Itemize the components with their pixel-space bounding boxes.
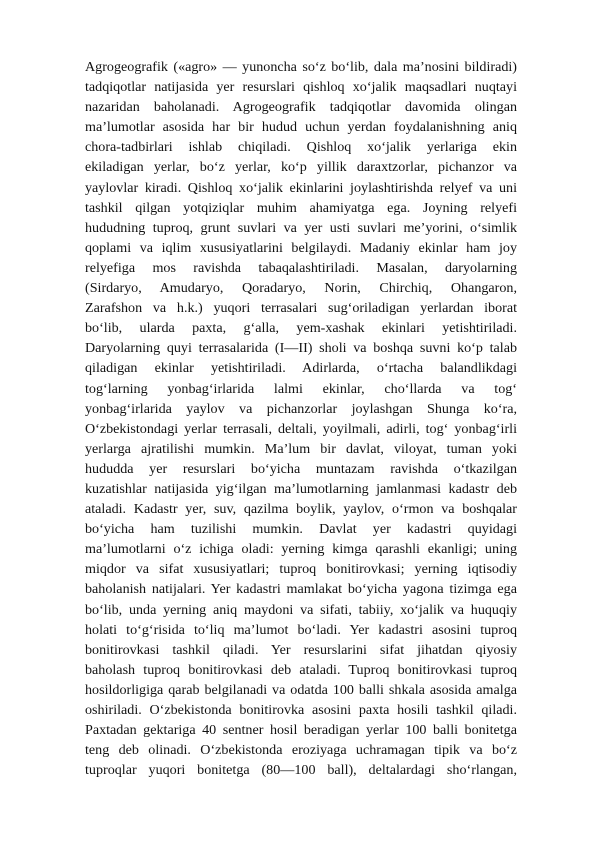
text-line: baholash tuproq bonitirovkasi deb ataladi. Tuproq bonitirovkasi tuproq bbox=[85, 661, 517, 678]
text-line: (Sirdaryo, Amudaryo, Qoradaryo, Norin, Chirchiq, Ohangaron, bbox=[85, 280, 517, 297]
body-paragraph bbox=[85, 57, 517, 780]
text-line: qiladigan ekinlar yetishtiriladi. Adirlarda, o‘rtacha balandlikdagi bbox=[85, 360, 517, 377]
text-line: ma’lumotlar asosida har bir hudud uchun yerdan foydalanishning aniq bbox=[85, 119, 517, 136]
text-line: kuzatishlar natijasida yig‘ilgan ma’lumotlarning jamlanmasi kadastr deb bbox=[85, 480, 517, 497]
text-line: bonitirovkasi tashkil qiladi. Yer resurslarini sifat jihatdan qiyosiy bbox=[85, 641, 517, 658]
text-line: tuproqlar yuqori bonitetga (80—100 ball), deltalardagi sho‘rlangan, bbox=[85, 762, 517, 779]
text-line: bo‘lib, ularda paxta, g‘alla, yem-xashak ekinlari yetishtiriladi. bbox=[85, 320, 517, 337]
text-line: bo‘lib, unda yerning aniq maydoni va sifati, tabiiy, xo‘jalik va huquqiy bbox=[85, 601, 517, 618]
text-line: qoplami va iqlim xususiyatlarini belgilaydi. Madaniy ekinlar ham joy bbox=[85, 239, 517, 256]
text-line: nazaridan baholanadi. Agrogeografik tadqiqotlar davomida olingan bbox=[85, 99, 517, 116]
text-line: teng deb olinadi. O‘zbekistonda eroziyaga uchramagan tipik va bo‘z bbox=[85, 742, 517, 759]
text-line: Paxtadan gektariga 40 sentner hosil beradigan yerlar 100 balli bonitetga bbox=[85, 722, 517, 739]
text-line: yaylovlar kiradi. Qishloq xo‘jalik ekinlarini joylashtirishda relyef va uni bbox=[85, 179, 517, 196]
document-page bbox=[85, 57, 517, 780]
text-line: Daryolarning quyi terrasalarida (I—II) sholi va boshqa suvni ko‘p talab bbox=[85, 340, 517, 357]
text-line: tashkil qilgan yotqiziqlar muhim ahamiyatga ega. Joyning relyefi bbox=[85, 199, 517, 216]
text-line: chora-tadbirlari ishlab chiqiladi. Qishloq xo‘jalik yerlariga ekin bbox=[85, 139, 517, 156]
text-line: tog‘larning yonbag‘irlarida lalmi ekinlar, cho‘llarda va tog‘ bbox=[85, 380, 517, 397]
text-line: baholanish natijalari. Yer kadastri mamlakat bo‘yicha yagona tizimga ega bbox=[85, 581, 517, 598]
text-line: ataladi. Kadastr yer, suv, qazilma boylik, yaylov, o‘rmon va boshqalar bbox=[85, 501, 517, 518]
text-line: Zarafshon va h.k.) yuqori terrasalari sug‘oriladigan yerlardan iborat bbox=[85, 300, 517, 317]
text-line: tadqiqotlar natijasida yer resurslari qishloq xo‘jalik maqsadlari nuqtayi bbox=[85, 79, 517, 96]
text-line: ma’lumotlarni o‘z ichiga oladi: yerning kimga qarashli ekanligi; uning bbox=[85, 541, 517, 558]
text-line: yerlarga ajratilishi mumkin. Ma’lum bir davlat, viloyat, tuman yoki bbox=[85, 440, 517, 457]
text-line: ekiladigan yerlar, bo‘z yerlar, ko‘p yillik daraxtzorlar, pichanzor va bbox=[85, 159, 517, 176]
text-line: miqdor va sifat xususiyatlari; tuproq bonitirovkasi; yerning iqtisodiy bbox=[85, 561, 517, 578]
text-line: relyefiga mos ravishda tabaqalashtiriladi. Masalan, daryolarning bbox=[85, 259, 517, 276]
text-line: O‘zbekistondagi yerlar terrasali, deltali, yoyilmali, adirli, tog‘ yonbag‘irli bbox=[85, 420, 517, 437]
text-line: hosildorligiga qarab belgilanadi va odatda 100 balli shkala asosida amalga bbox=[85, 681, 517, 698]
text-line: Agrogeografik («agro» — yunoncha so‘z bo‘lib, dala ma’nosini bildiradi) bbox=[85, 59, 517, 75]
text-line: yonbag‘irlarida yaylov va pichanzorlar joylashgan Shunga ko‘ra, bbox=[85, 400, 517, 417]
text-line: hududning tuproq, grunt suvlari va yer usti suvlari me’yorini, o‘simlik bbox=[85, 219, 517, 236]
text-line: bo‘yicha ham tuzilishi mumkin. Davlat yer kadastri quyidagi bbox=[85, 521, 517, 538]
text-line: hududda yer resurslari bo‘yicha muntazam ravishda o‘tkazilgan bbox=[85, 460, 517, 477]
text-line: oshiriladi. O‘zbekistonda bonitirovka asosini paxta hosili tashkil qiladi. bbox=[85, 702, 517, 718]
text-line: holati to‘g‘risida to‘liq ma’lumot bo‘ladi. Yer kadastri asosini tuproq bbox=[85, 621, 517, 638]
